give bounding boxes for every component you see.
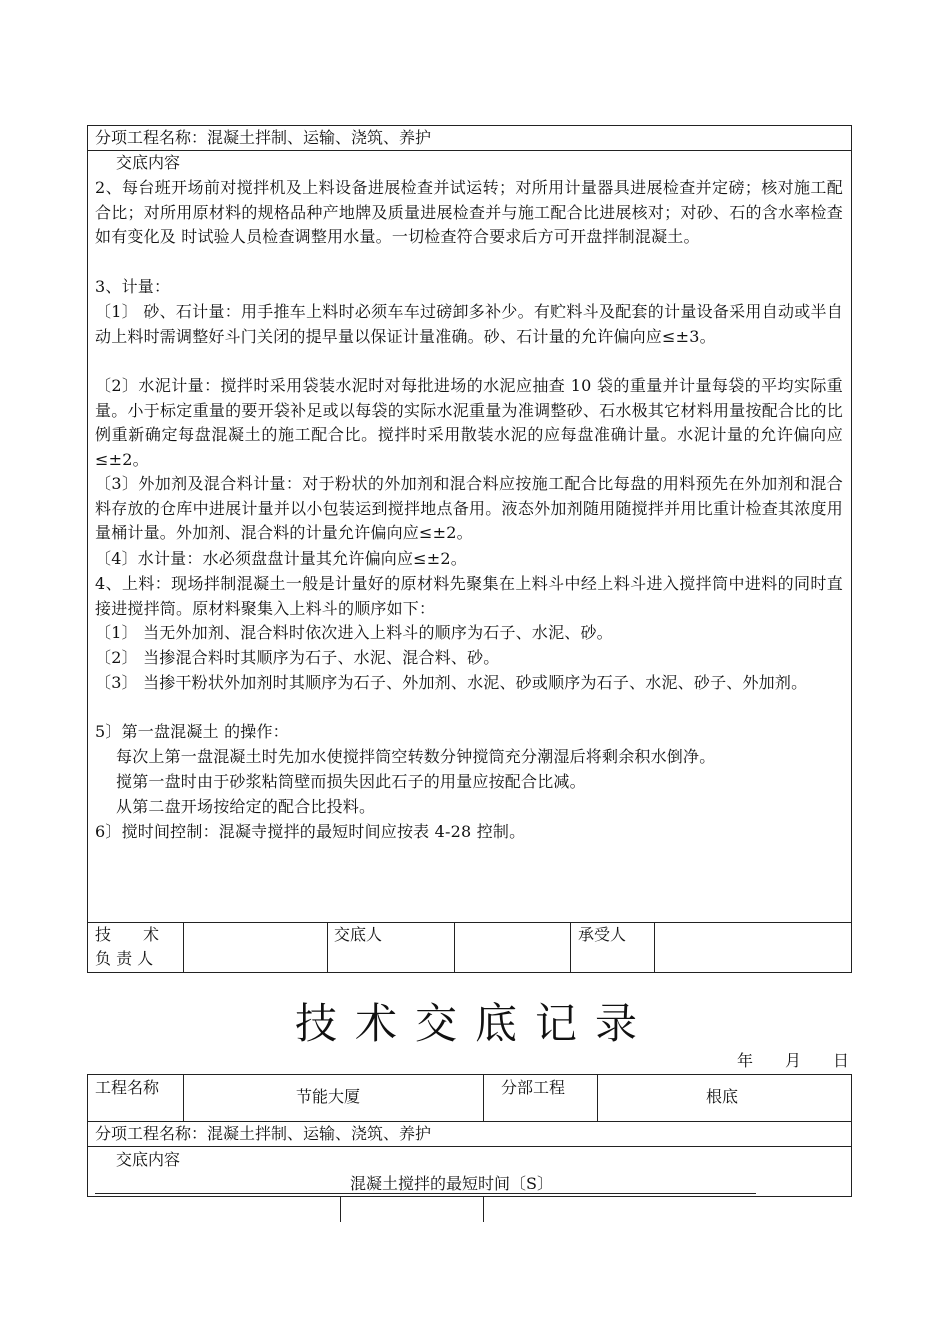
tech-lead-label-line1: 技 术 — [95, 925, 160, 944]
paragraph-feeding: 4、上料：现场拌制混凝土一般是计量好的原材料先聚集在上料斗中经上料斗进入搅拌筒中进料的同时直接进搅拌筒。原材料聚集入上料斗的顺序如下： — [95, 574, 843, 618]
date-line: 年 月 日 — [737, 1051, 850, 1070]
paragraph-first-batch-a: 每次上第一盘混凝土时先加水使搅拌筒空转数分钟搅筒充分潮湿后将剩余积水倒净。 — [116, 747, 716, 766]
record-title: 技术交底记录 — [294, 999, 655, 1048]
content-heading-2: 交底内容 — [116, 1150, 181, 1169]
subproject-name-2: 分项工程名称：混凝土拌制、运输、浇筑、养护 — [95, 1124, 432, 1143]
subproject-name: 分项工程名称：混凝土拌制、运输、浇筑、养护 — [95, 128, 432, 147]
tech-lead-label-line2: 负 责 人 — [95, 949, 154, 968]
receiver-label: 承受人 — [578, 925, 627, 944]
paragraph-metering-heading: 3、计量： — [95, 277, 171, 296]
division-label: 分部工程 — [501, 1078, 566, 1097]
paragraph-mixing-time: 6〕搅时间控制：混凝寺搅拌的最短时间应按表 4-28 控制。 — [95, 822, 526, 841]
project-name-label: 工程名称 — [95, 1078, 160, 1097]
paragraph-pre-check: 2、每台班开场前对搅拌机及上料设备进展检查并试运转；对所用计量器具进展检查并定磅；核对施工配合比；对所用原材料的规格品种产地牌及质量进展检查并与施工配合比进展核对；对砂、石的含水率检查如有变化及 时试验人员检查调整用水量。一切检查符合要求后方可开盘拌制混凝土。 — [95, 178, 843, 247]
paragraph-admixture: 〔3〕外加剂及混合料计量：对于粉状的外加剂和混合料应按施工配合比每盘的用料预先在外加剂和混合料存放的仓库中进展计量并以小包装运到搅拌地点备用。液态外加剂随用随搅拌并用比重计检查其浓度用量桶计量。外加剂、混合料的计量允许偏向应≤±2。 — [95, 474, 843, 543]
paragraph-water: 〔4〕水计量：水必须盘盘计量其允许偏向应≤±2。 — [95, 549, 467, 568]
paragraph-first-batch-c: 从第二盘开场按给定的配合比投料。 — [116, 797, 376, 816]
paragraph-feed-order-2: 〔2〕 当掺混合料时其顺序为石子、水泥、混合料、砂。 — [95, 648, 500, 667]
paragraph-feed-order-3: 〔3〕 当掺干粉状外加剂时其顺序为石子、外加剂、水泥、砂或顺序为石子、水泥、砂子、外加剂。 — [95, 673, 808, 692]
paragraph-sand-stone: 〔1〕 砂、石计量：用手推车上料时必须车车过磅卸多补少。有贮料斗及配套的计量设备采用自动或半自动上料时需调整好斗门关闭的提早量以保证计量准确。砂、石计量的允许偏向应≤±3。 — [95, 302, 843, 346]
paragraph-cement: 〔2〕水泥计量：搅拌时采用袋装水泥时对每批进场的水泥应抽查 10 袋的重量并计量每袋的平均实际重量。小于标定重量的要开袋补足或以每袋的实际水泥重量为准调整砂、石水极其它材料用量按配合比的比例重新确定每盘混凝土的施工配合比。搅拌时采用散装水泥的应每盘准确计量。水泥计量的允许偏向应≤±2。 — [95, 376, 843, 470]
mixing-time-table-caption: 混凝土搅拌的最短时间〔S〕 — [350, 1174, 553, 1193]
paragraph-feed-order-1: 〔1〕 当无外加剂、混合料时依次进入上料斗的顺序为石子、水泥、砂。 — [95, 623, 613, 642]
paragraph-first-batch-b: 搅第一盘时由于砂浆粘筒壁而损失因此石子的用量应按配合比减。 — [116, 772, 586, 791]
content-heading: 交底内容 — [116, 153, 181, 172]
division-value: 根底 — [706, 1087, 739, 1106]
paragraph-first-batch: 5〕第一盘混凝土 的操作： — [95, 722, 289, 741]
handover-person-label: 交底人 — [334, 925, 383, 944]
project-name-value: 节能大厦 — [296, 1087, 361, 1106]
